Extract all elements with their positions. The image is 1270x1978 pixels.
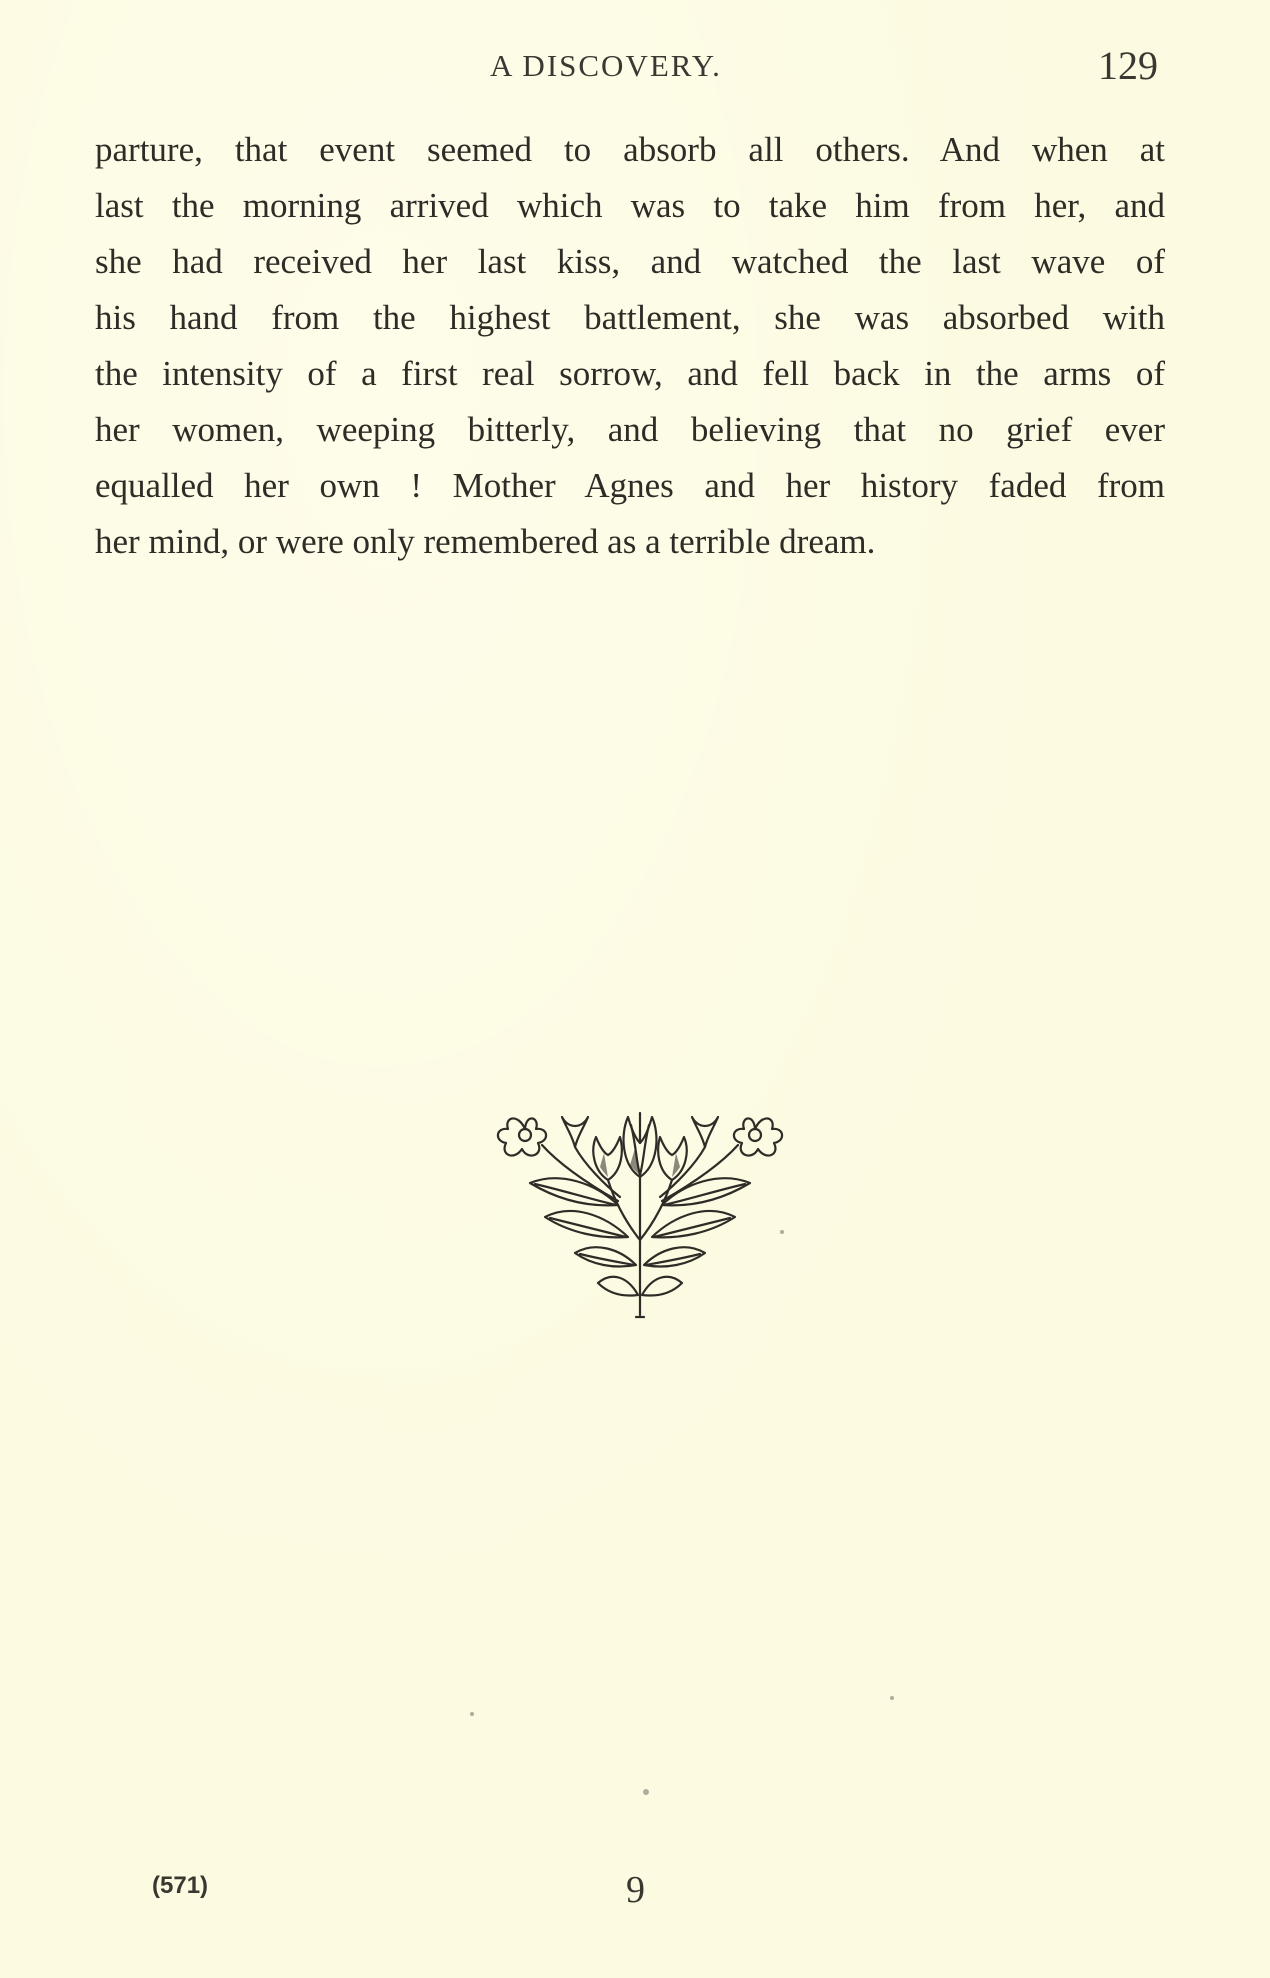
signature-mark: 9 xyxy=(626,1869,645,1911)
text-line: she had received her last kiss, and watched the last wave of xyxy=(95,242,1165,281)
text-line: his hand from the highest battlement, she was absorbed with xyxy=(95,298,1165,337)
floral-tailpiece-icon xyxy=(490,1105,790,1320)
running-head: A DISCOVERY. xyxy=(490,48,722,83)
text-line: last the morning arrived which was to take him from her, and xyxy=(95,186,1165,225)
text-line: the intensity of a first real sorrow, and fell back in the arms of xyxy=(95,354,1165,393)
print-job-mark: (571) xyxy=(152,1872,209,1899)
text-line: equalled her own ! Mother Agnes and her history faded from xyxy=(95,466,1165,505)
page-number: 129 xyxy=(1098,43,1158,88)
paper-speck xyxy=(890,1696,894,1700)
paper-speck xyxy=(643,1789,649,1795)
text-line: her mind, or were only remembered as a terrible dream. xyxy=(95,522,876,561)
paper-speck xyxy=(780,1230,784,1234)
text-line: her women, weeping bitterly, and believing that no grief ever xyxy=(95,410,1165,449)
body-text xyxy=(95,122,1165,570)
paper-speck xyxy=(470,1712,474,1716)
text-line: parture, that event seemed to absorb all others. And when at xyxy=(95,130,1165,169)
